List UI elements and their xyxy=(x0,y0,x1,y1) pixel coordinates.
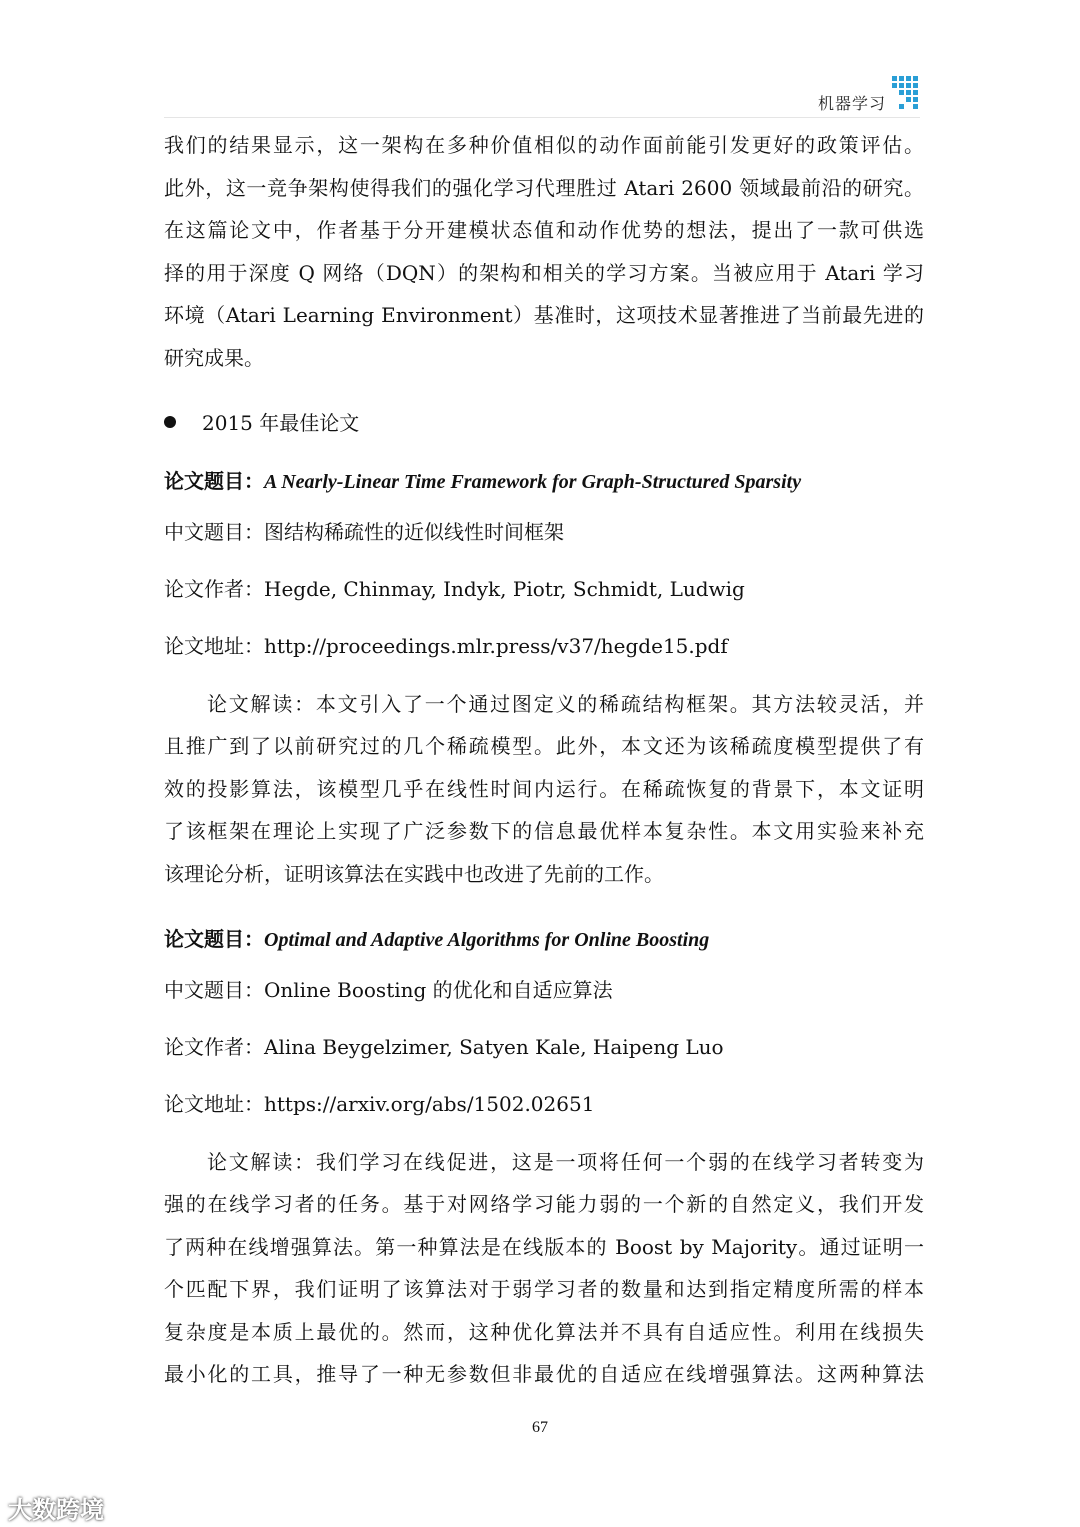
paper1-author-label: 论文作者： xyxy=(164,577,264,601)
paper2-summary-line: 论文解读：我们学习在线促进，这是一项将任何一个弱的在线学习者转变为 xyxy=(207,1150,924,1174)
paper2-title-row xyxy=(164,925,709,954)
paper2-summary-line: 强的在线学习者的任务。基于对网络学习能力弱的一个新的自然定义，我们开发 xyxy=(164,1192,924,1216)
paper2-summary-line: 复杂度是本质上最优的。然而，这种优化算法并不具有自适应性。利用在线损失 xyxy=(164,1320,924,1344)
paper2-cn-title-row xyxy=(164,976,613,1004)
paper2-url-label: 论文地址： xyxy=(164,1092,264,1116)
grid-logo-icon xyxy=(892,76,920,110)
intro-line: 在这篇论文中，作者基于分开建模状态值和动作优势的想法，提出了一款可供选 xyxy=(164,218,924,242)
bullet-icon xyxy=(164,416,176,428)
paper1-title-row xyxy=(164,467,801,496)
paper2-title-label: 论文题目： xyxy=(164,927,264,951)
paper2-url[interactable]: https://arxiv.org/abs/1502.02651 xyxy=(264,1092,595,1116)
paper2-summary-line: 最小化的工具，推导了一种无参数但非最优的自适应在线增强算法。这两种算法 xyxy=(164,1362,924,1386)
paper1-title: A Nearly-Linear Time Framework for Graph-Structured Sparsity xyxy=(264,471,802,493)
paper1-cn-title: 图结构稀疏性的近似线性时间框架 xyxy=(264,520,564,544)
running-header: 机器学习 xyxy=(818,94,887,113)
intro-line: 我们的结果显示，这一架构在多种价值相似的动作面前能引发更好的政策评估。 xyxy=(164,133,924,157)
paper1-cn-title-row xyxy=(164,518,564,546)
intro-line: 择的用于深度 Q 网络（DQN）的架构和相关的学习方案。当被应用于 Atari 学习 xyxy=(164,261,924,285)
paper2-title: Optimal and Adaptive Algorithms for Online Boosting xyxy=(264,929,710,951)
paper2-authors: Alina Beygelzimer, Satyen Kale, Haipeng Luo xyxy=(264,1035,724,1059)
intro-line: 环境（Atari Learning Environment）基准时，这项技术显著推进了当前最先进的 xyxy=(164,303,924,327)
section-heading-text: 2015 年最佳论文 xyxy=(202,411,360,435)
section-heading xyxy=(164,409,359,437)
paper1-author-row xyxy=(164,575,745,603)
paper1-url[interactable]: http://proceedings.mlr.press/v37/hegde15.pdf xyxy=(264,634,728,658)
paper1-summary-line: 论文解读：本文引入了一个通过图定义的稀疏结构框架。其方法较灵活，并 xyxy=(207,692,924,716)
paper2-cn-title-label: 中文题目： xyxy=(164,978,264,1002)
paper1-summary-line: 该理论分析，证明该算法在实践中也改进了先前的工作。 xyxy=(164,862,664,886)
paper1-summary-line: 且推广到了以前研究过的几个稀疏模型。此外，本文还为该稀疏度模型提供了有 xyxy=(164,734,924,758)
intro-line: 研究成果。 xyxy=(164,346,264,370)
paper1-url-row xyxy=(164,632,728,660)
paper1-title-label: 论文题目： xyxy=(164,469,264,493)
paper2-summary-line: 个匹配下界，我们证明了该算法对于弱学习者的数量和达到指定精度所需的样本 xyxy=(164,1277,924,1301)
page-number: 67 xyxy=(532,1419,548,1436)
paper1-summary-line: 效的投影算法，该模型几乎在线性时间内运行。在稀疏恢复的背景下，本文证明 xyxy=(164,777,924,801)
paper2-url-row xyxy=(164,1090,594,1118)
paper1-url-label: 论文地址： xyxy=(164,634,264,658)
header-divider xyxy=(164,117,920,118)
paper2-author-row xyxy=(164,1033,724,1061)
paper1-authors: Hegde, Chinmay, Indyk, Piotr, Schmidt, Ludwig xyxy=(264,577,745,601)
paper2-summary-line: 了两种在线增强算法。第一种算法是在线版本的 Boost by Majority。通过证明一 xyxy=(164,1235,924,1259)
paper2-cn-title: Online Boosting 的优化和自适应算法 xyxy=(264,978,613,1002)
watermark: 大数跨境 xyxy=(8,1496,104,1524)
paper1-cn-title-label: 中文题目： xyxy=(164,520,264,544)
intro-line: 此外，这一竞争架构使得我们的强化学习代理胜过 Atari 2600 领域最前沿的研究。 xyxy=(164,176,924,200)
paper1-summary-line: 了该框架在理论上实现了广泛参数下的信息最优样本复杂性。本文用实验来补充 xyxy=(164,819,924,843)
paper2-author-label: 论文作者： xyxy=(164,1035,264,1059)
